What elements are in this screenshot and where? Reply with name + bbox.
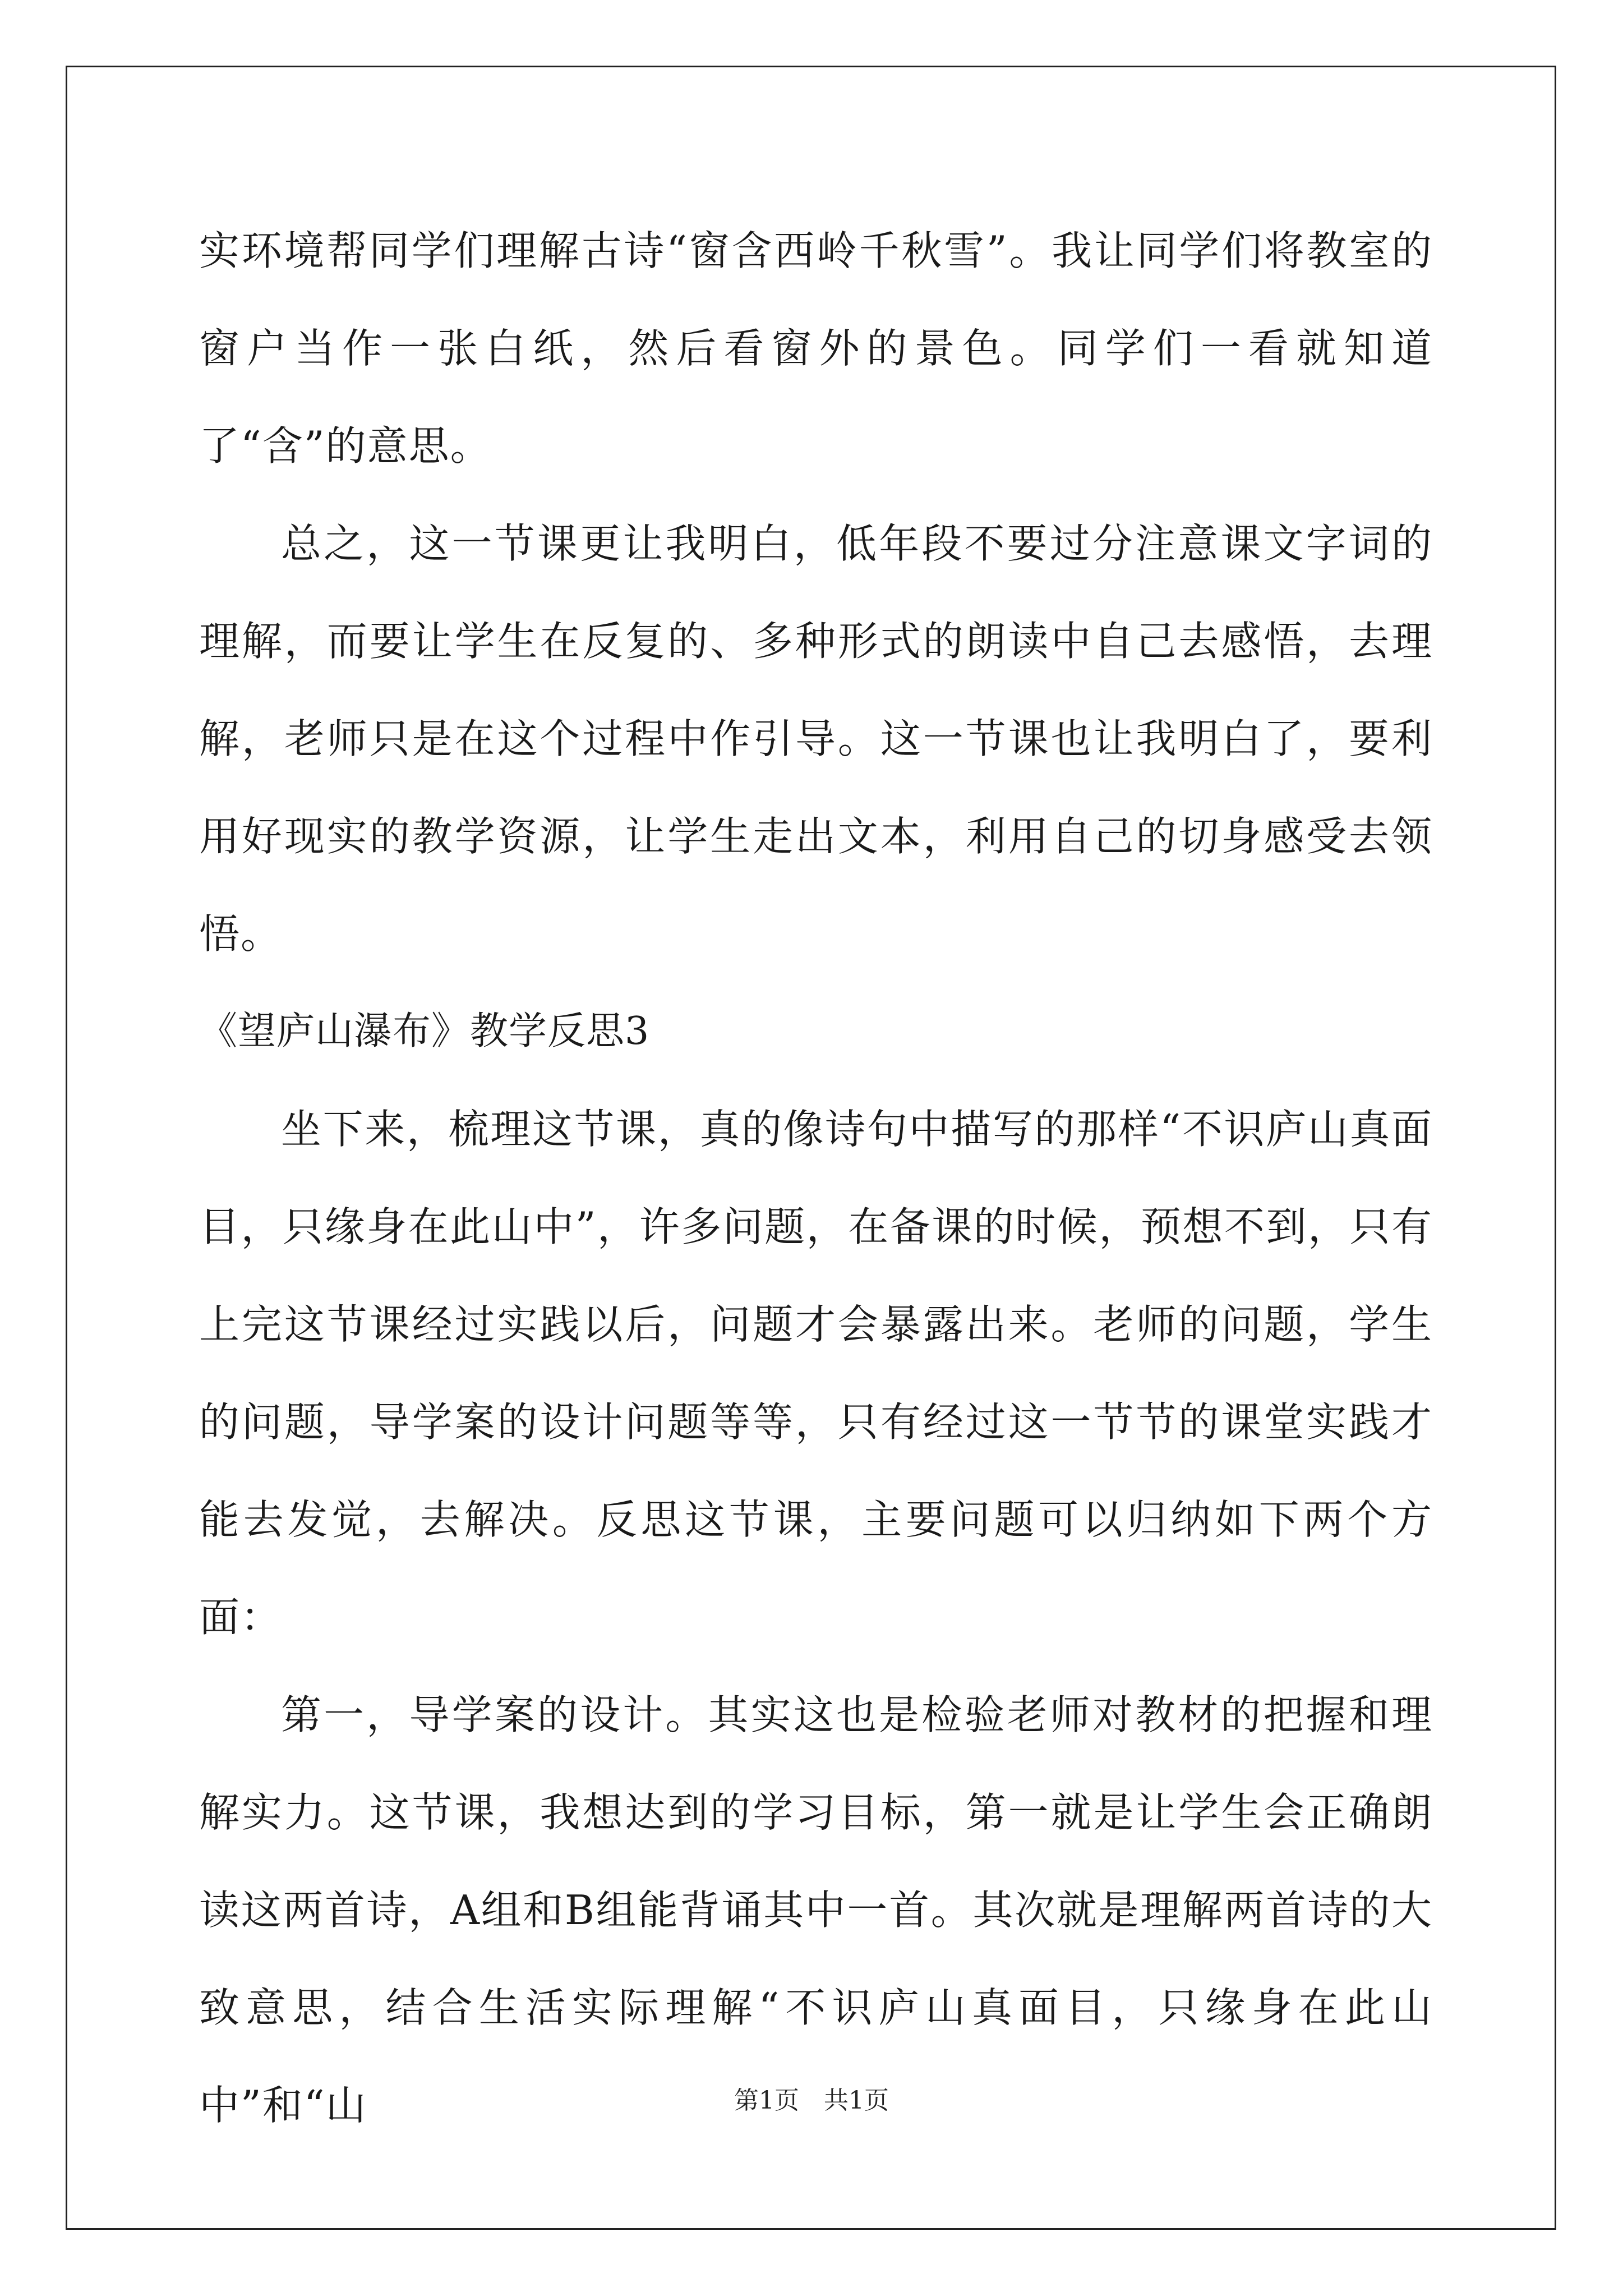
page-total: 共1页 xyxy=(824,2086,889,2115)
document-body xyxy=(199,202,1433,2154)
paragraph-1: 实环境帮同学们理解古诗“窗含西岭千秋雪”。我让同学们将教室的窗户当作一张白纸，然后看窗外的景色。同学们一看就知道了“含”的意思。 xyxy=(199,227,1433,470)
section-heading: 《望庐山瀑布》教学反思3 xyxy=(199,1009,650,1053)
paragraph-2: 总之，这一节课更让我明白，低年段不要过分注意课文字词的理解，而要让学生在反复的、多种形式的朗读中自己去感悟，去理解，老师只是在这个过程中作引导。这一节课也让我明白了，要利用好现实的教学资源，让学生走出文本，利用自己的切身感受去领悟。 xyxy=(199,520,1433,958)
page-number: 第1页 xyxy=(734,2086,799,2115)
paragraph-4: 第一，导学案的设计。其实这也是检验老师对教材的把握和理解实力。这节课，我想达到的学习目标，第一就是让学生会正确朗读这两首诗，A组和B组能背诵其中一首。其次就是理解两首诗的大致意思，结合生活实际理解“不识庐山真面目，只缘身在此山中”和“山 xyxy=(199,1691,1433,2129)
page-footer xyxy=(0,2084,1623,2118)
paragraph-3: 坐下来，梳理这节课，真的像诗句中描写的那样“不识庐山真面目，只缘身在此山中”，许多问题，在备课的时候，预想不到，只有上完这节课经过实践以后，问题才会暴露出来。老师的问题，学生的问题，导学案的设计问题等等，只有经过这一节节的课堂实践才能去发觉，去解决。反思这节课，主要问题可以归纳如下两个方面： xyxy=(199,1106,1433,1641)
